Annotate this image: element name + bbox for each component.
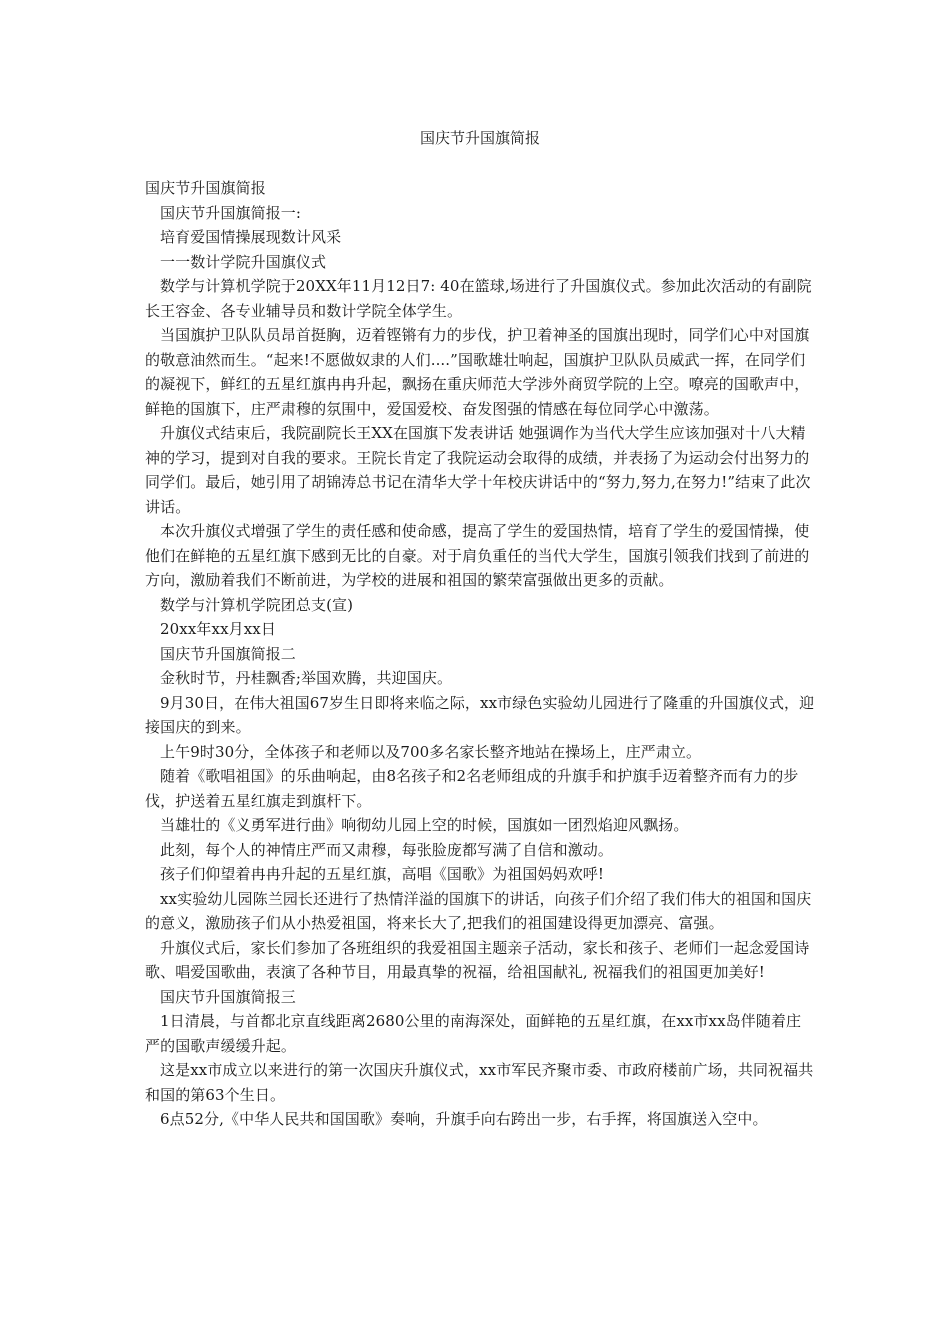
document-title: 国庆节升国旗简报 — [419, 129, 540, 147]
document-body — [145, 176, 815, 1132]
paragraph: 上午9时30分，全体孩子和老师以及700多名家长整齐地站在操场上，庄严肃立。 — [160, 742, 702, 761]
paragraph: 当国旗护卫队队员昂首挺胸，迈着铿锵有力的步伐，护卫着神圣的国旗出现时，同学们心中对国旗的敬意油然而生。“起来!不愿做奴隶的人们....”国歌雄壮响起，国旗护卫队队员威武一挥，在同学们的凝视下，鲜红的五星红旗冉冉升起，飘扬在重庆师范大学涉外商贸学院的上空。嘹亮的国歌声中，鲜艳的国旗下，庄严肃穆的氛围中，爱国爱校、奋发图强的情感在每位同学心中激荡。 — [145, 326, 810, 418]
paragraph: 数学与汁算机学院团总支(宣) — [160, 595, 354, 614]
paragraph: 孩子们仰望着冉冉升起的五星红旗，高唱《国歌》为祖国妈妈欢呼! — [160, 865, 605, 883]
paragraph: 培育爱国情操展现数计风采 — [160, 228, 342, 246]
paragraph: 金秋时节，丹桂飘香;举国欢腾，共迎国庆。 — [160, 669, 453, 687]
paragraph: 国庆节升国旗简报三 — [160, 987, 296, 1006]
paragraph: xx实验幼儿园陈兰园长还进行了热情洋溢的国旗下的讲话，向孩子们介绍了我们伟大的祖国和国庆的意义，激励孩子们从小热爱祖国，将来长大了,把我们的祖国建设得更加漂亮、富强。 — [145, 889, 812, 932]
paragraph: 一一数计学院升国旗仪式 — [160, 252, 327, 271]
paragraph: 本次升旗仪式增强了学生的责任感和使命感，提高了学生的爱国热情，培育了学生的爱国情操，使他们在鲜艳的五星红旗下感到无比的自豪。对于肩负重任的当代大学生，国旗引领我们找到了前进的方向，激励着我们不断前进，为学校的进展和祖国的繁荣富强做出更多的贡献。 — [145, 522, 810, 589]
paragraph: 随着《歌唱祖国》的乐曲响起，由8名孩子和2名老师组成的升旗手和护旗手迈着整齐而有力的步伐，护送着五星红旗走到旗杆下。 — [145, 767, 799, 810]
paragraph: 1日清晨，与首都北京直线距离2680公里的南海深处，面鲜艳的五星红旗，在xx市xx岛伴随着庄严的国歌声缓缓升起。 — [145, 1012, 802, 1055]
paragraph: 升旗仪式后，家长们参加了各班组织的我爱祖国主题亲子活动，家长和孩子、老师们一起念爱国诗歌、唱爱国歌曲，表演了各种节目，用最真挚的祝福，给祖国献礼, 祝福我们的祖国更加美好! — [145, 938, 810, 981]
paragraph: 9月30日，在伟大祖国67岁生日即将来临之际，xx市绿色实验幼儿园进行了隆重的升国旗仪式，迎接国庆的到来。 — [145, 693, 815, 736]
paragraph: 20xx年xx月xx日 — [160, 620, 276, 638]
paragraph: 国庆节升国旗简报一: — [160, 203, 302, 222]
paragraph: 数学与计算机学院于20XX年11月12日7: 40在篮球,场进行了升国旗仪式。参加此次活动的有副院长王容金、各专业辅导员和数计学院全体学生。 — [145, 277, 812, 320]
paragraph: 6点52分,《中华人民共和国国歌》奏响，升旗手向右跨出一步，右手挥，将国旗送入空中。 — [160, 1110, 768, 1128]
paragraph: 国庆节升国旗简报 — [145, 179, 266, 197]
paragraph: 升旗仪式结束后，我院副院长王XX在国旗下发表讲话 她强调作为当代大学生应该加强对十八大精神的学习，提到对自我的要求。王院长肯定了我院运动会取得的成绩，并表扬了为运动会付出努力的同学们。最后，她引用了胡锦涛总书记在清华大学十年校庆讲话中的“努力,努力,在努力!”结束了此次讲话。 — [145, 424, 811, 516]
paragraph: 当雄壮的《义勇军进行曲》响彻幼儿园上空的时候，国旗如一团烈焰迎风飘扬。 — [160, 816, 689, 834]
paragraph: 国庆节升国旗简报二 — [160, 644, 296, 663]
paragraph: 此刻，每个人的神情庄严而又肃穆，每张脸庞都写满了自信和激动。 — [160, 840, 614, 859]
paragraph: 这是xx市成立以来进行的第一次国庆升旗仪式，xx市军民齐聚市委、市政府楼前广场，共同祝福共和国的第63个生日。 — [145, 1061, 814, 1104]
